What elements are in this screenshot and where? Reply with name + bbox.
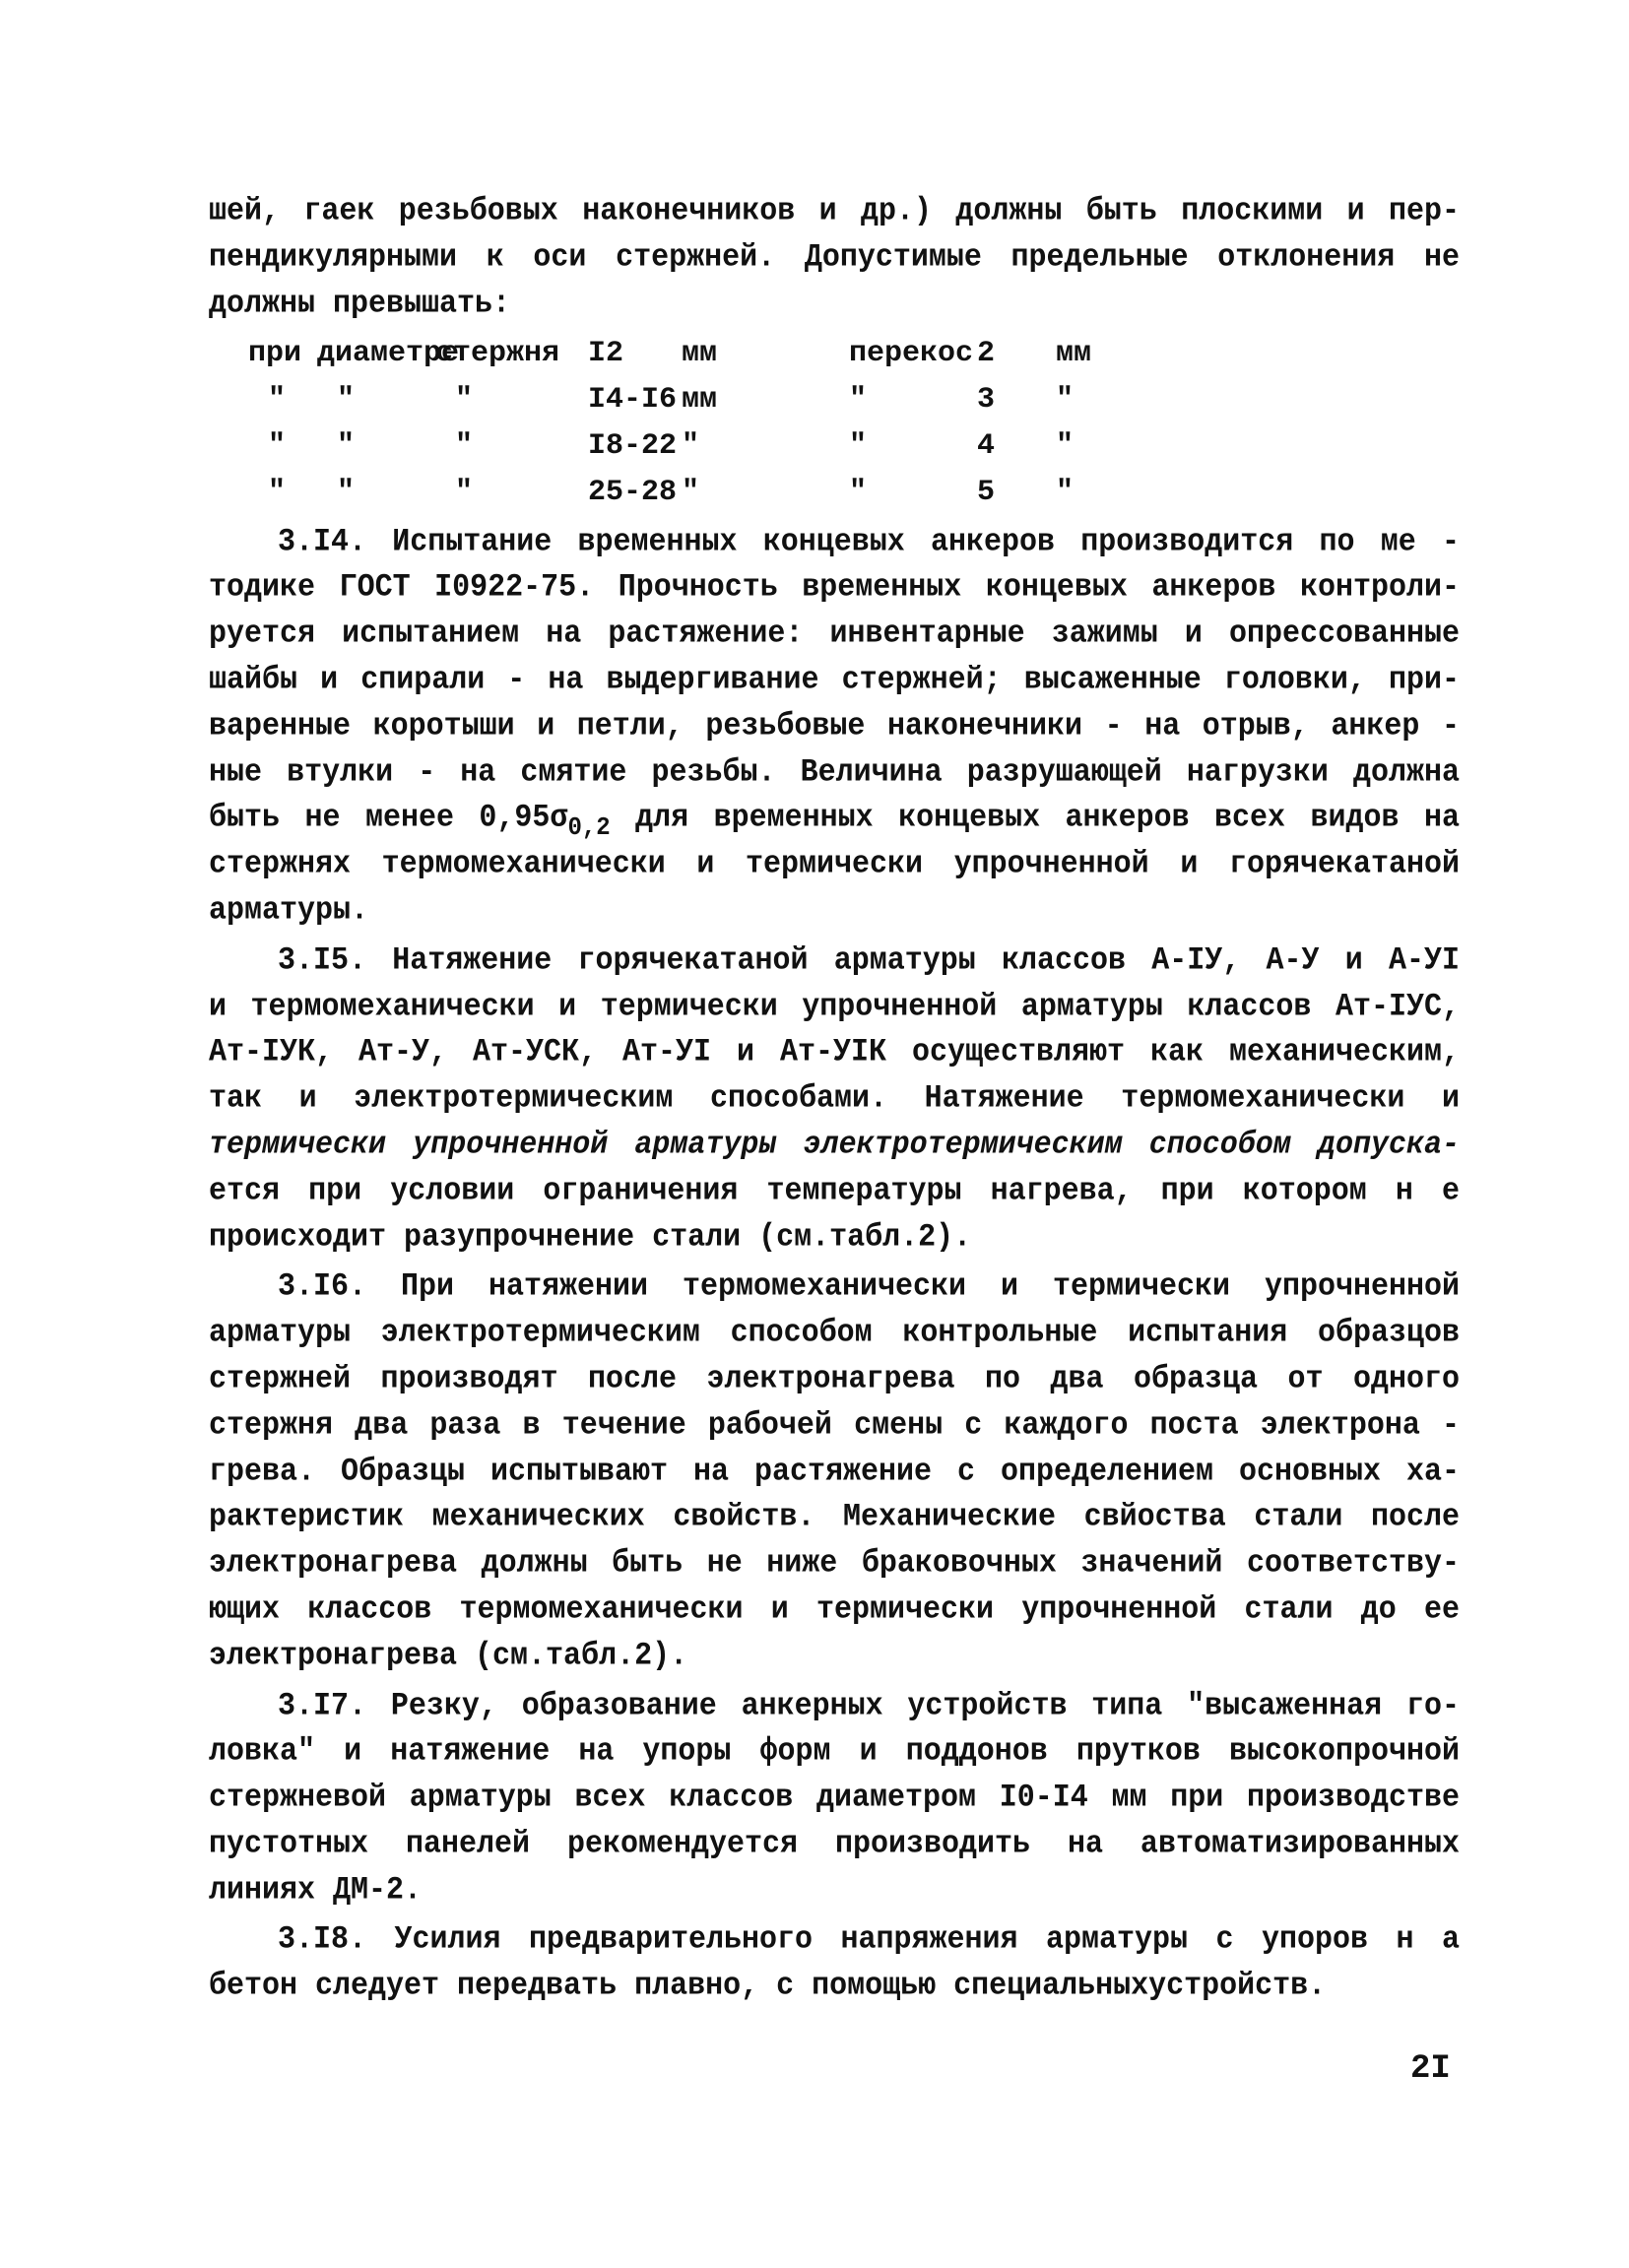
table-cell: "	[455, 475, 474, 509]
table-cell: "	[849, 428, 868, 463]
line-text: должны превышать:	[209, 286, 511, 322]
table-cell: "	[337, 475, 356, 509]
table-cell: "	[337, 383, 356, 418]
table-cell: мм	[682, 337, 718, 371]
line-text: арматуры.	[209, 892, 369, 930]
table-cell: "	[268, 475, 287, 509]
text-line	[209, 1493, 1460, 1543]
line-text: варенные коротыши и петли, резьбовые наконечники - на отрыв, анкер -	[209, 708, 1460, 745]
table-cell: I2	[588, 337, 624, 371]
text-line	[209, 1820, 1460, 1870]
paragraph-3-17	[209, 1684, 1460, 1914]
text-line	[209, 983, 1460, 1033]
table-cell: мм	[1056, 337, 1092, 371]
table-cell: "	[337, 428, 356, 463]
text-line	[209, 233, 1460, 284]
text-line	[209, 1682, 1460, 1732]
text-line	[209, 187, 1460, 237]
table-cell: перекос	[849, 337, 974, 371]
text-line	[209, 280, 1460, 330]
text-line	[209, 1401, 1460, 1452]
intro-paragraph	[209, 189, 1460, 327]
page-number: 2I	[1410, 2050, 1451, 2088]
line-text: стержневой арматуры всех классов диаметром I0-I4 мм при производстве	[209, 1780, 1460, 1817]
text-line	[209, 1632, 1460, 1682]
text-line	[209, 1586, 1460, 1636]
table-cell: "	[682, 475, 700, 509]
table-cell: "	[849, 383, 868, 418]
paragraph-3-14	[209, 520, 1460, 935]
table-cell: 4	[977, 428, 996, 463]
text-line	[209, 1448, 1460, 1498]
table-cell: 3	[977, 383, 996, 418]
text-line	[209, 702, 1460, 752]
line-text: и термомеханически и термически упрочненной арматуры классов Ат-IУС,	[209, 989, 1460, 1025]
table-cell: I8-22	[588, 428, 678, 463]
line-text: электронагрева должны быть не ниже браковочных значений соответству-	[209, 1545, 1460, 1583]
line-text: шайбы и спирали - на выдергивание стержней; высаженные головки, при-	[209, 662, 1460, 699]
line-text: для временных концевых анкеров всех видов на	[610, 800, 1460, 837]
line-text: 3.I4. Испытание временных концевых анкеров производится по ме -	[278, 524, 1460, 560]
paragraph-3-16	[209, 1264, 1460, 1679]
line-text: грева. Образцы испытывают на растяжение с определением основных ха-	[209, 1454, 1460, 1490]
text-line	[209, 1167, 1460, 1217]
text-line	[209, 1962, 1460, 2012]
table-cell: "	[455, 428, 474, 463]
text-line	[209, 748, 1460, 799]
line-text: 3.I5. Натяжение горячекатаной арматуры классов А-IУ, А-У и А-УI	[278, 942, 1460, 980]
table-cell: "	[849, 475, 868, 509]
text-line	[209, 564, 1460, 615]
table-cell: диаметре	[317, 337, 460, 371]
paragraph-3-15	[209, 939, 1460, 1262]
deviation-table	[248, 331, 1460, 515]
table-cell: "	[268, 383, 287, 418]
table-cell: "	[455, 383, 474, 418]
table-cell: мм	[682, 383, 718, 418]
line-text: 3.I7. Резку, образование анкерных устройств типа "высаженная го-	[278, 1688, 1460, 1724]
text-line	[209, 1774, 1460, 1824]
paragraphs	[209, 520, 1460, 2011]
table-cell: "	[1056, 428, 1075, 463]
table-cell: "	[1056, 475, 1075, 509]
line-text: линиях ДМ-2.	[209, 1872, 423, 1910]
text-line	[209, 1121, 1460, 1171]
line-text: Ат-IУК, Ат-У, Ат-УСК, Ат-УI и Ат-УIК осуществляют как механическим,	[209, 1034, 1460, 1071]
line-text: шей, гаек резьбовых наконечников и др.) должны быть плоскими и пер-	[209, 193, 1460, 230]
line-text: рактеристик механических свойств. Механические свйоства стали после	[209, 1499, 1460, 1536]
paragraph-3-18	[209, 1917, 1460, 2010]
text-line	[209, 610, 1460, 660]
line-text: 3.I6. При натяжении термомеханически и термически упрочненной	[278, 1268, 1460, 1306]
line-text: бетон следует передвать плавно, с помощью специальныхустройств.	[209, 1968, 1327, 2005]
line-text: термически упрочненной арматуры электротермическим способом допуска-	[209, 1127, 1460, 1164]
text-line	[209, 1213, 1460, 1264]
line-text: электронагрева (см.табл.2).	[209, 1638, 688, 1675]
text-line	[209, 1028, 1460, 1078]
table-cell: 2	[977, 337, 996, 371]
table-cell: 5	[977, 475, 996, 509]
line-text: пустотных панелей рекомендуется производить на автоматизированных	[209, 1826, 1460, 1863]
line-text: руется испытанием на растяжение: инвентарные зажимы и опрессованные	[209, 616, 1460, 653]
line-text: происходит разупрочнение стали (см.табл.2).	[209, 1219, 972, 1256]
table-cell: "	[682, 428, 700, 463]
line-text: быть не менее 0,95σ	[209, 800, 568, 837]
table-cell: стержня	[435, 337, 560, 371]
text-line	[209, 1866, 1460, 1916]
text-line	[209, 1309, 1460, 1359]
table-cell: "	[268, 428, 287, 463]
text-line	[209, 656, 1460, 706]
line-text: стержнях термомеханически и термически упрочненной и горячекатаной	[209, 846, 1460, 883]
document-body	[209, 189, 1460, 2014]
text-line	[209, 1539, 1460, 1589]
line-text: стержня два раза в течение рабочей смены с каждого поста электрона -	[209, 1407, 1460, 1445]
subscript: 0,2	[567, 814, 611, 844]
line-text: ется при условии ограничения температуры нагрева, при котором н е	[209, 1173, 1460, 1210]
text-line	[209, 1727, 1460, 1778]
table-cell: I4-I6	[588, 383, 678, 418]
table-cell: 25-28	[588, 475, 678, 509]
text-line	[209, 518, 1460, 568]
line-text: стержней производят после электронагрева по два образца от одного	[209, 1361, 1460, 1398]
text-line	[209, 1263, 1460, 1313]
line-text: арматуры электротермическим способом контрольные испытания образцов	[209, 1315, 1460, 1352]
line-text: тодике ГОСТ I0922-75. Прочность временных концевых анкеров контроли-	[209, 569, 1460, 607]
text-line	[209, 1074, 1460, 1125]
line-text: так и электротермическим способами. Натяжение термомеханически и	[209, 1080, 1460, 1118]
table-cell: "	[1056, 383, 1075, 418]
text-line	[209, 937, 1460, 987]
text-line	[209, 1355, 1460, 1405]
table-cell: при	[248, 337, 302, 371]
line-text: ловка" и натяжение на упоры форм и поддонов прутков высокопрочной	[209, 1733, 1460, 1771]
line-text: 3.I8. Усилия предварительного напряжения арматуры с упоров н а	[278, 1922, 1460, 1959]
text-line	[209, 1916, 1460, 1967]
text-line	[209, 840, 1460, 890]
text-line	[209, 886, 1460, 937]
text-line	[209, 794, 1460, 844]
line-text: ющих классов термомеханически и термически упрочненной стали до ее	[209, 1591, 1460, 1629]
line-text: пендикулярными к оси стержней. Допустимые предельные отклонения не	[209, 239, 1460, 277]
line-text: ные втулки - на смятие резьбы. Величина разрушающей нагрузки должна	[209, 754, 1460, 791]
